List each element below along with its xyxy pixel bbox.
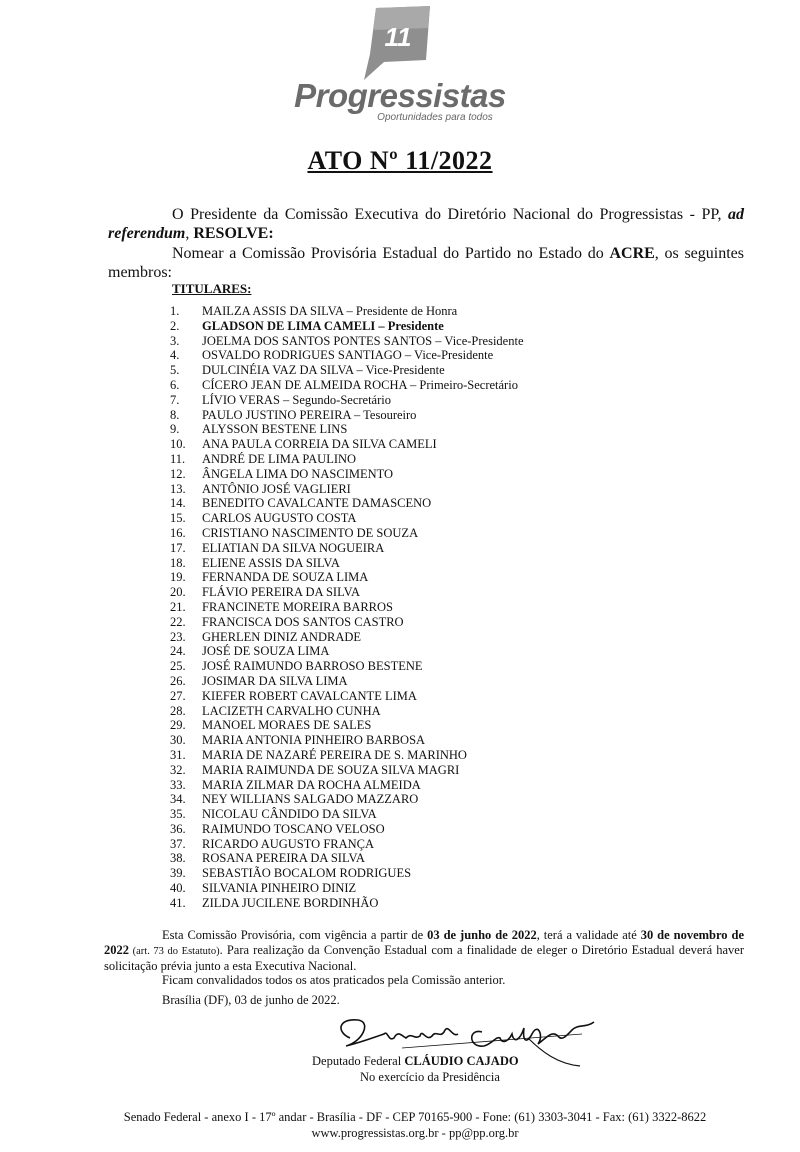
member-number: 13. (170, 481, 186, 496)
member-number: 29. (170, 718, 186, 733)
member-item (170, 837, 524, 852)
member-number: 20. (170, 585, 186, 600)
member-name: JOSIMAR DA SILVA LIMA (202, 673, 348, 688)
member-name: NICOLAU CÂNDIDO DA SILVA (202, 807, 377, 822)
nomination-text-end: , os seguintes membros: (108, 245, 744, 281)
member-number: 19. (170, 570, 186, 585)
member-name: ZILDA JUCILENE BORDINHÃO (202, 895, 379, 910)
member-item (170, 482, 524, 497)
member-item (170, 556, 524, 571)
nomination-text: Nomear a Comissão Provisória Estadual do Partido no Estado do (172, 245, 610, 262)
end-date: 30 de novembro de 2022 (104, 928, 744, 957)
member-number: 40. (170, 881, 186, 896)
member-name: SILVANIA PINHEIRO DINIZ (202, 881, 357, 896)
member-name: DULCINÉIA VAZ DA SILVA (202, 363, 354, 378)
member-item (170, 792, 524, 807)
member-number: 8. (170, 407, 180, 422)
member-item (170, 896, 524, 911)
member-number: 4. (170, 348, 180, 363)
member-name: CARLOS AUGUSTO COSTA (202, 511, 357, 526)
member-name: JOSÉ DE SOUZA LIMA (202, 644, 330, 659)
member-item (170, 408, 524, 423)
member-name: LACIZETH CARVALHO CUNHA (202, 703, 381, 718)
member-number: 14. (170, 496, 186, 511)
member-item (170, 807, 524, 822)
member-role: – Vice-Presidente (432, 333, 524, 348)
signer-name: CLÁUDIO CAJADO (404, 1054, 519, 1068)
member-name: FRANCISCA DOS SANTOS CASTRO (202, 614, 404, 629)
member-name: RAIMUNDO TOSCANO VELOSO (202, 821, 385, 836)
member-name: CRISTIANO NASCIMENTO DE SOUZA (202, 525, 419, 540)
member-item (170, 778, 524, 793)
member-name: MARIA DE NAZARÉ PEREIRA DE S. MARINHO (202, 747, 467, 762)
member-name: LÍVIO VERAS (202, 392, 280, 407)
intro-paragraph (108, 205, 744, 243)
brand-tagline: Oportunidades para todos (377, 112, 493, 123)
member-name: ELIATIAN DA SILVA NOGUEIRA (202, 540, 385, 555)
member-role: – Segundo-Secretário (279, 392, 391, 407)
member-name: BENEDITO CAVALCANTE DAMASCENO (202, 496, 432, 511)
member-name: OSVALDO RODRIGUES SANTIAGO (202, 348, 402, 363)
member-name: CÍCERO JEAN DE ALMEIDA ROCHA (202, 377, 407, 392)
footer-email[interactable]: pp@pp.org.br (448, 1126, 519, 1140)
member-item (170, 422, 524, 437)
member-name: MARIA RAIMUNDA DE SOUZA SILVA MAGRI (202, 762, 460, 777)
member-item (170, 467, 524, 482)
member-item (170, 674, 524, 689)
member-item (170, 866, 524, 881)
party-logo-mark-icon (360, 4, 440, 82)
ad-referendum: ad referendum (108, 206, 744, 242)
member-number: 6. (170, 377, 180, 392)
validity-text-2: , terá a validade até (536, 928, 641, 942)
member-name: ANA PAULA CORREIA DA SILVA CAMELI (202, 437, 437, 452)
member-item (170, 748, 524, 763)
member-item (170, 319, 524, 334)
member-item (170, 689, 524, 704)
member-number: 30. (170, 733, 186, 748)
nomination-paragraph (108, 244, 744, 282)
member-item (170, 630, 524, 645)
member-item (170, 437, 524, 452)
member-name: ELIENE ASSIS DA SILVA (202, 555, 340, 570)
member-role: – Tesoureiro (350, 407, 417, 422)
members-list (170, 304, 524, 911)
member-number: 12. (170, 466, 186, 481)
member-item (170, 822, 524, 837)
member-item (170, 763, 524, 778)
member-item (170, 511, 524, 526)
signer-name-line (312, 1054, 519, 1069)
member-number: 32. (170, 762, 186, 777)
member-name: GLADSON DE LIMA CAMELI (202, 318, 376, 333)
member-name: NEY WILLIANS SALGADO MAZZARO (202, 792, 419, 807)
member-item (170, 304, 524, 319)
member-number: 16. (170, 525, 186, 540)
member-number: 35. (170, 807, 186, 822)
member-number: 17. (170, 540, 186, 555)
member-name: SEBASTIÃO BOCALOM RODRIGUES (202, 866, 412, 881)
member-number: 25. (170, 659, 186, 674)
footer-address: Senado Federal - anexo I - 17º andar - Brasília - DF - CEP 70165-900 - Fone: (61) 3303-3041 - Fax: (61) 3322-8622 (123, 1110, 707, 1124)
member-item (170, 644, 524, 659)
member-number: 9. (170, 422, 180, 437)
member-number: 18. (170, 555, 186, 570)
member-name: RICARDO AUGUSTO FRANÇA (202, 836, 375, 851)
member-item (170, 600, 524, 615)
member-number: 10. (170, 437, 186, 452)
member-item (170, 704, 524, 719)
member-role: – Vice-Presidente (401, 348, 494, 363)
member-number: 15. (170, 511, 186, 526)
member-name: MARIA ANTONIA PINHEIRO BARBOSA (202, 733, 426, 748)
brand-name: Progressistas (294, 77, 506, 114)
member-role: – Presidente (375, 318, 444, 333)
member-item (170, 615, 524, 630)
member-number: 31. (170, 747, 186, 762)
member-name: JOELMA DOS SANTOS PONTES SANTOS (202, 333, 433, 348)
footer-separator: - (438, 1126, 449, 1140)
dateline: Brasília (DF), 03 de junho de 2022. (162, 993, 340, 1007)
member-number: 34. (170, 792, 186, 807)
convalidation-paragraph: Ficam convalidados todos os atos praticados pela Comissão anterior. (162, 973, 506, 987)
member-item (170, 378, 524, 393)
member-number: 41. (170, 895, 186, 910)
member-item (170, 659, 524, 674)
state-name: ACRE (609, 245, 655, 262)
start-date: 03 de junho de 2022 (427, 928, 537, 942)
member-item (170, 526, 524, 541)
member-item (170, 393, 524, 408)
member-name: GHERLEN DINIZ ANDRADE (202, 629, 362, 644)
member-number: 33. (170, 777, 186, 792)
document-title: ATO Nº 11/2022 (307, 146, 493, 175)
member-item (170, 334, 524, 349)
member-name: ROSANA PEREIRA DA SILVA (202, 851, 365, 866)
member-item (170, 570, 524, 585)
member-name: MANOEL MORAES DE SALES (202, 718, 372, 733)
resolve-keyword: RESOLVE: (193, 225, 274, 242)
member-number: 36. (170, 821, 186, 836)
member-name: MARIA ZILMAR DA ROCHA ALMEIDA (202, 777, 421, 792)
signer-role: No exercício da Presidência (360, 1070, 500, 1084)
member-item (170, 452, 524, 467)
member-name: FLÁVIO PEREIRA DA SILVA (202, 585, 361, 600)
member-number: 21. (170, 599, 186, 614)
logo-number: 11 (384, 22, 412, 52)
member-number: 38. (170, 851, 186, 866)
member-number: 22. (170, 614, 186, 629)
member-name: FRANCINETE MOREIRA BARROS (202, 599, 393, 614)
member-number: 11. (170, 451, 186, 466)
party-logo (0, 4, 800, 123)
section-label: TITULARES: (172, 281, 252, 296)
member-item (170, 881, 524, 896)
member-number: 37. (170, 836, 186, 851)
member-name: KIEFER ROBERT CAVALCANTE LIMA (202, 688, 417, 703)
member-item (170, 718, 524, 733)
member-item (170, 363, 524, 378)
member-number: 5. (170, 363, 180, 378)
member-number: 2. (170, 318, 180, 333)
member-name: ANTÔNIO JOSÉ VAGLIERI (202, 481, 351, 496)
member-name: ALYSSON BESTENE LINS (202, 422, 348, 437)
member-number: 27. (170, 688, 186, 703)
member-name: FERNANDA DE SOUZA LIMA (202, 570, 369, 585)
member-number: 26. (170, 673, 186, 688)
member-item (170, 851, 524, 866)
intro-text: O Presidente da Comissão Executiva do Diretório Nacional do Progressistas - PP, (172, 206, 728, 223)
member-name: ANDRÉ DE LIMA PAULINO (202, 451, 357, 466)
footer-contacts (0, 1126, 800, 1141)
intro-separator: , (185, 225, 194, 242)
member-role: – Presidente de Honra (343, 304, 458, 318)
validity-text: Esta Comissão Provisória, com vigência a partir de (162, 928, 428, 942)
member-role: – Primeiro-Secretário (406, 377, 518, 392)
member-number: 39. (170, 866, 186, 881)
member-name: PAULO JUSTINO PEREIRA (202, 407, 351, 422)
member-number: 3. (170, 333, 180, 348)
member-number: 7. (170, 392, 180, 407)
member-name: MAILZA ASSIS DA SILVA (202, 304, 344, 318)
validity-paragraph (104, 928, 744, 974)
member-item (170, 541, 524, 556)
signer-title: Deputado Federal (312, 1054, 405, 1068)
validity-text-3: . Para realização da Convenção Estadual com a finalidade de eleger o Diretório Estadual deverá haver solicitação prévia junto a esta Executiva Nacional. (104, 943, 744, 973)
member-number: 23. (170, 629, 186, 644)
footer-website[interactable]: www.progressistas.org.br (311, 1126, 439, 1140)
article-reference: (art. 73 do Estatuto) (129, 946, 220, 957)
member-role: – Vice-Presidente (353, 363, 445, 378)
member-item (170, 585, 524, 600)
member-name: JOSÉ RAIMUNDO BARROSO BESTENE (202, 659, 423, 674)
member-name: ÂNGELA LIMA DO NASCIMENTO (202, 466, 394, 481)
member-item (170, 733, 524, 748)
member-item (170, 496, 524, 511)
member-number: 28. (170, 703, 186, 718)
member-number: 24. (170, 644, 186, 659)
member-number: 1. (170, 304, 180, 318)
member-item (170, 348, 524, 363)
